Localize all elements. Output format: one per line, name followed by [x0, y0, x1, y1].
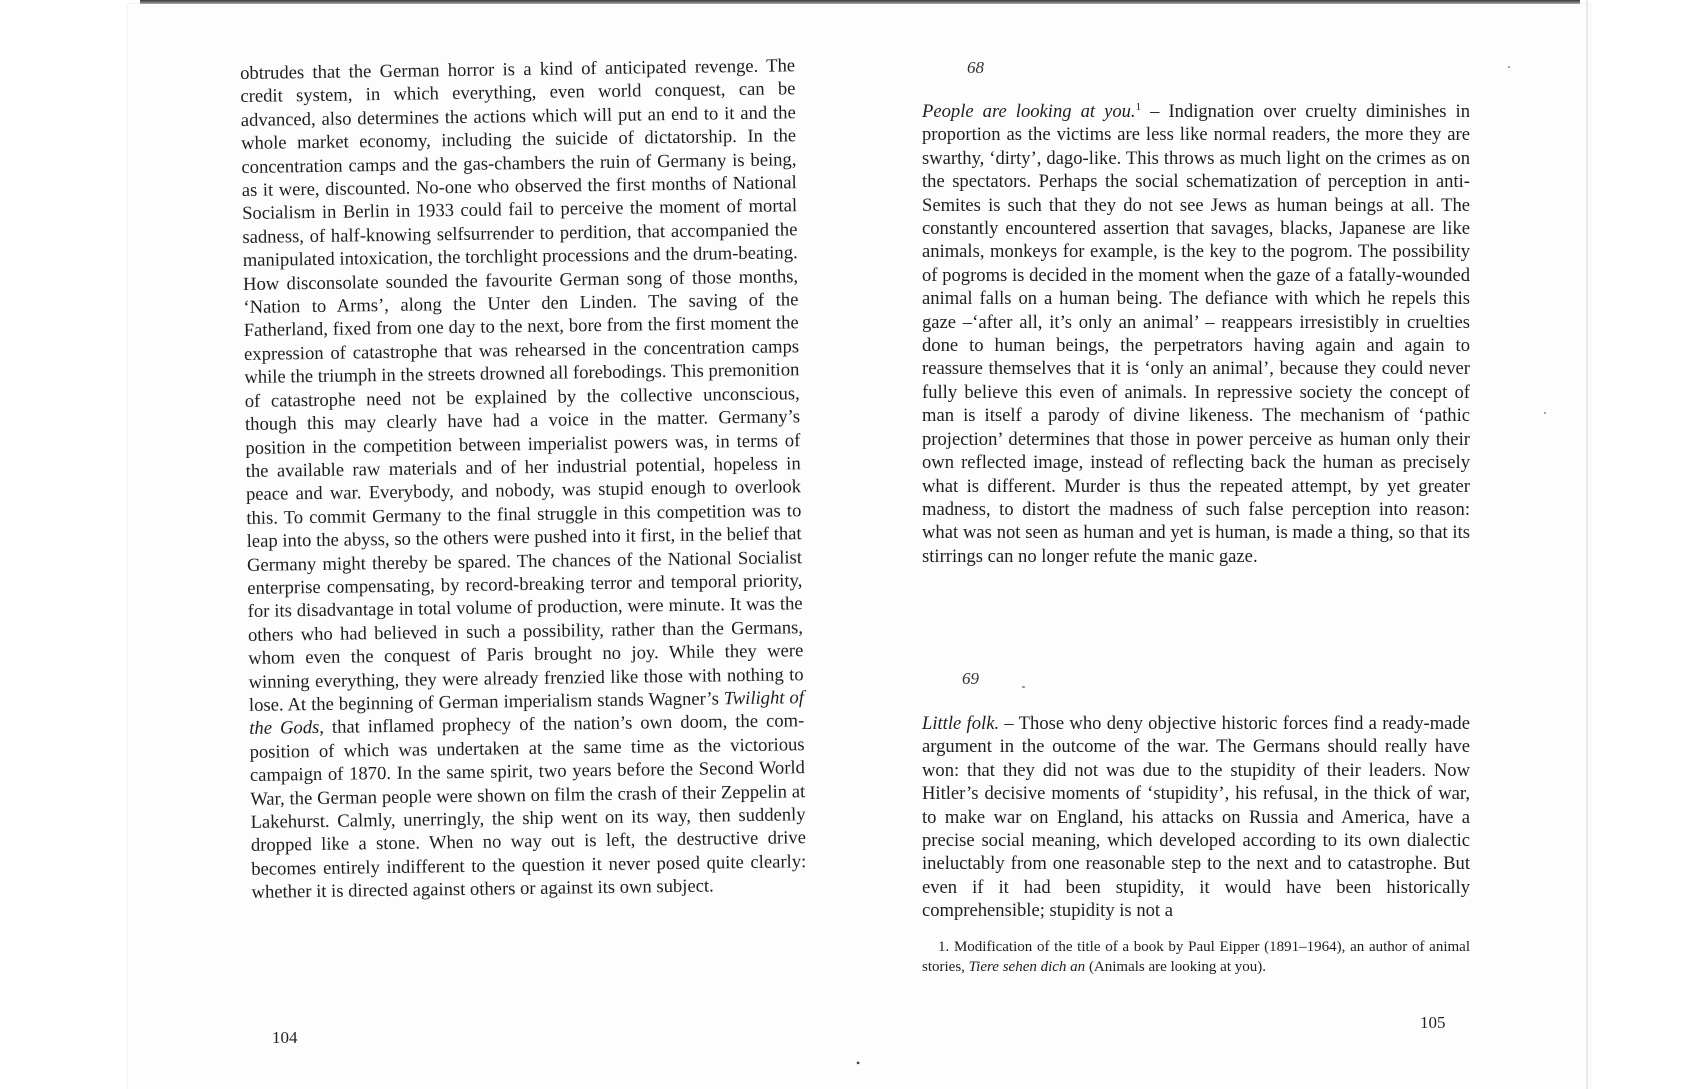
left-page-text: [240, 54, 807, 904]
page-number-left: 104: [272, 1028, 298, 1047]
section-heading: People are looking at you.: [922, 101, 1136, 122]
footnote-italic-title: Tiere sehen dich an: [968, 959, 1086, 975]
footnote: [922, 937, 1470, 977]
section-number-69: 69: [962, 669, 979, 688]
body-text-continued: , that inflamed prophecy of the nation’s own doom, the composition of which was undertaken at the same time as the victorious campaign of 1870. In the same spirit, two years before the Second World War, the German people were shown on film the crash of their Zeppelin at Lakehurst. Calmly, unerringly, the ship went on its way, then suddenly dropped like a stone. When no way out is left, the destructive drive becomes entirely indifferent to the question it never posed quite clearly: whether it is directed against others or against its own subject.: [249, 710, 807, 904]
section-body: – Indignation over cruelty diminishes in proportion as the victims are less like normal readers, the more they are swarthy, ‘dirty’, dago-like. This throws as much light on the crimes as on the spectators. Perhaps the social schematization of perception in anti-Semites is such that they do not see Jews as human beings at all. The constantly encountered assertion that savages, blacks, Japanese are like animals, monkeys for example, is the key to the pogrom. The possibility of pogroms is decided in the moment when the gaze of a fatally-wounded animal falls on a human being. The defiance with which he repels this gaze –‘after all, it’s only an animal’ – reappears irresistibly in cruelties done to human beings, the perpetrators having again and again to reassure themselves that it is ‘only an animal’, because they could never fully believe this even of animals. In repressive society the concept of man is itself a parody of divine likeness. The mechanism of ‘pathic projection’ determines that those in power perceive as human only their own reflected image, instead of reflecting back the human as precisely what is different. Murder is thus the repeated attempt, by yet greater madness, to distort the madness of such false perception into reason: what was not seen as human and yet is human, is made a thing, so that its stirrings can no longer refute the manic gaze.: [922, 101, 1470, 567]
scan-speck: [1508, 66, 1510, 68]
left-page: [240, 54, 807, 904]
footnote-marker: 1.: [938, 939, 950, 955]
section-69: [922, 712, 1470, 923]
gutter-mark: •: [856, 1056, 861, 1070]
scan-speck: [1544, 412, 1546, 414]
scan-speck: [1022, 686, 1025, 688]
page-number-right: 105: [1420, 1013, 1446, 1032]
page-edge: [1586, 0, 1588, 1089]
section-body: – Those who deny objective historic forces find a ready-made argument in the outcome of the war. The Germans should really have won: that they did not was due to the stupidity of their leaders. Now Hitler’s decisive moments of ‘stupidity’, his refusal, in the thick of war, to make war on England, his attacks on Russia and America, have a precise social meaning, which developed according to its own dialectic ineluctably from one reasonable step to the next and to catastrophe. But even if it had been stupidity, it would have been historically comprehensible; stupidity is not a: [922, 713, 1470, 922]
footnote-ref: 1: [1135, 100, 1142, 113]
section-69-text: [922, 712, 1470, 923]
section-68-text: [922, 100, 1470, 568]
section-heading: Little folk.: [922, 713, 1000, 734]
italic-title: Twilight of the Gods: [249, 687, 805, 740]
section-number-68: 68: [967, 58, 984, 77]
footnote-text: Modification of the title of a book by Paul Eipper (1891–1964), an author of animal stories,: [922, 939, 1470, 975]
section-68: [922, 100, 1470, 568]
footnote-text-end: (Animals are looking at you).: [1085, 959, 1266, 975]
body-text: obtrudes that the German horror is a kind of anticipated revenge. The credit system, in which everything, even world conquest, can be advanced, also determines the actions which will put an end to it and the whole market economy, including the suicide of dictatorship. In the concentration camps and the gas-chambers the ruin of Germany is being, as it were, discounted. No-one who observed the first months of National Socialism in Berlin in 1933 could fail to perceive the moment of mortal sadness, of half-knowing selfsurrender to perdition, that accompanied the manipulated intoxication, the torchlight processions and the drum-beating. How disconsolate sounded the favourite German song of those months, ‘Nation to Arms’, along the Unter den Linden. The saving of the Fatherland, fixed from one day to the next, bore from the first moment the expression of catastrophe that was rehearsed in the concentration camps while the triumph in the streets drowned all forebodings. This premonition of catastrophe need not be explained by the collective unconscious, though this may clearly have had a voice in the matter. Germany’s position in the competition between imperialist powers was, in terms of the available raw materials and of her industrial potential, hopeless in peace and war. Everybody, and nobody, was stupid enough to overlook this. To commit Germany to the final struggle in this competition was to leap into the abyss, so the others were pushed into it first, in the belief that Germany might thereby be spared. The chances of the National Socialist enterprise compensating, by record-breaking terror and temporal priority, for its disadvantage in total volume of production, were minute. It was the others who had believed in such a possibility, rather than the Germans, whom even the conquest of Paris brought no joy. While they were winning everything, they were already frenzied like those with nothing to lose. At the beginning of German imperialism stands Wagner’s: [240, 55, 804, 716]
